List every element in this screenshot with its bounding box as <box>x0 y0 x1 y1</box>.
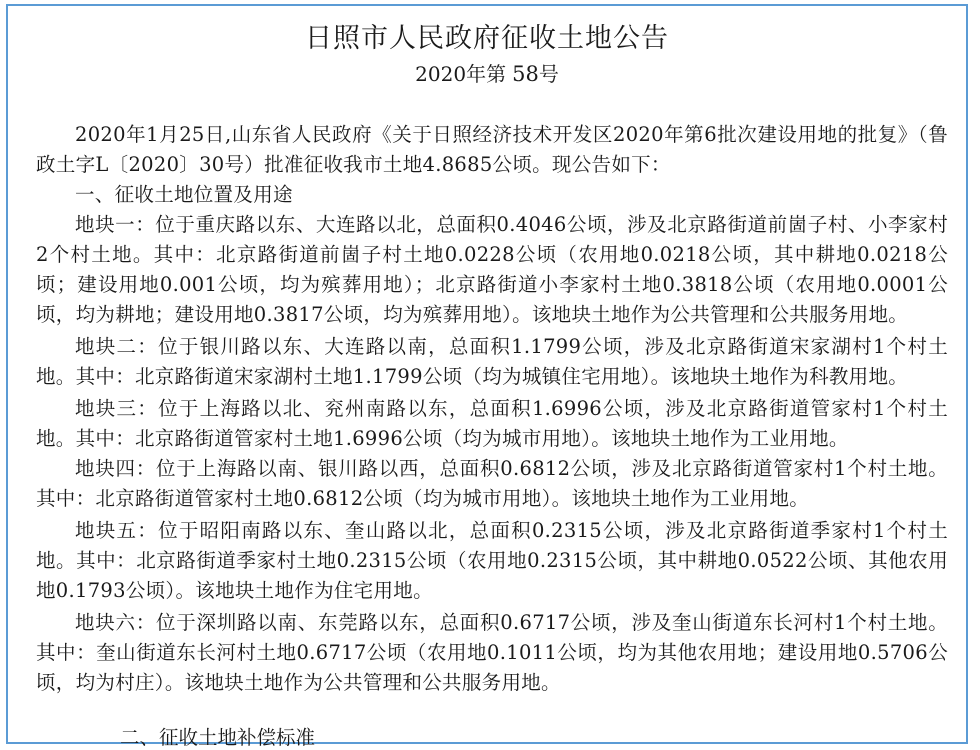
parcel-paragraph-4: 地块四：位于上海路以南、银川路以西，总面积0.6812公顷，涉及北京路街道管家村1个村土地。其中：北京路街道管家村土地0.6812公顷（均为城市用地）。该地块土地作为工业用地。 <box>36 457 948 510</box>
doc-number-value: 58 <box>512 62 539 86</box>
document-number <box>8 58 966 87</box>
doc-number-suffix: 号 <box>538 62 559 86</box>
section-heading: 一、征收土地位置及用途 <box>75 183 293 206</box>
parcel-paragraph-2: 地块二：位于银川路以东、大连路以南，总面积1.1799公顷，涉及北京路街道宋家湖村1个村土地。其中：北京路街道宋家湖村土地1.1799公顷（均为城镇住宅用地）。该地块土地作为科教用地。 <box>36 335 948 388</box>
intro-paragraph: 2020年1月25日,山东省人民政府《关于日照经济技术开发区2020年第6批次建设用地的批复》（鲁政土字L〔2020〕30号）批准征收我市土地4.8685公顷。现公告如下： <box>36 123 948 176</box>
document-body <box>36 120 948 698</box>
cut-off-line: 二、征收土地补偿标准 <box>120 726 316 749</box>
parcel-paragraph-3: 地块三：位于上海路以北、兖州南路以东，总面积1.6996公顷，涉及北京路街道管家村1个村土地。其中：北京路街道管家村土地1.6996公顷（均为城市用地）。该地块土地作为工业用地。 <box>36 397 948 450</box>
parcel-paragraph-1: 地块一：位于重庆路以东、大连路以北，总面积0.4046公顷，涉及北京路街道前崮子村、小李家村2个村土地。其中：北京路街道前崮子村土地0.0228公顷（农用地0.0218公顷，其中耕地0.0218公顷；建设用地0.001公顷，均为殡葬用地）；北京路街道小李家村土地0.3818公顷（农用地0.0001公顷，均为耕地；建设用地0.3817公顷，均为殡葬用地）。该地块土地作为公共管理和公共服务用地。 <box>36 213 948 326</box>
doc-number-prefix: 2020年第 <box>415 62 507 86</box>
document-frame <box>6 4 968 744</box>
parcel-paragraph-5: 地块五：位于昭阳南路以东、奎山路以北，总面积0.2315公顷，涉及北京路街道季家村1个村土地。其中：北京路街道季家村土地0.2315公顷（农用地0.2315公顷，其中耕地0.0522公顷、其他农用地0.1793公顷）。该地块土地作为住宅用地。 <box>36 519 948 602</box>
parcel-paragraph-6: 地块六：位于深圳路以南、东莞路以东，总面积0.6717公顷，涉及奎山街道东长河村1个村土地。其中：奎山街道东长河村土地0.6717公顷（农用地0.1011公顷，均为其他农用地；建设用地0.5706公顷，均为村庄）。该地块土地作为公共管理和公共服务用地。 <box>36 611 948 694</box>
document-title: 日照市人民政府征收土地公告 <box>305 23 669 54</box>
